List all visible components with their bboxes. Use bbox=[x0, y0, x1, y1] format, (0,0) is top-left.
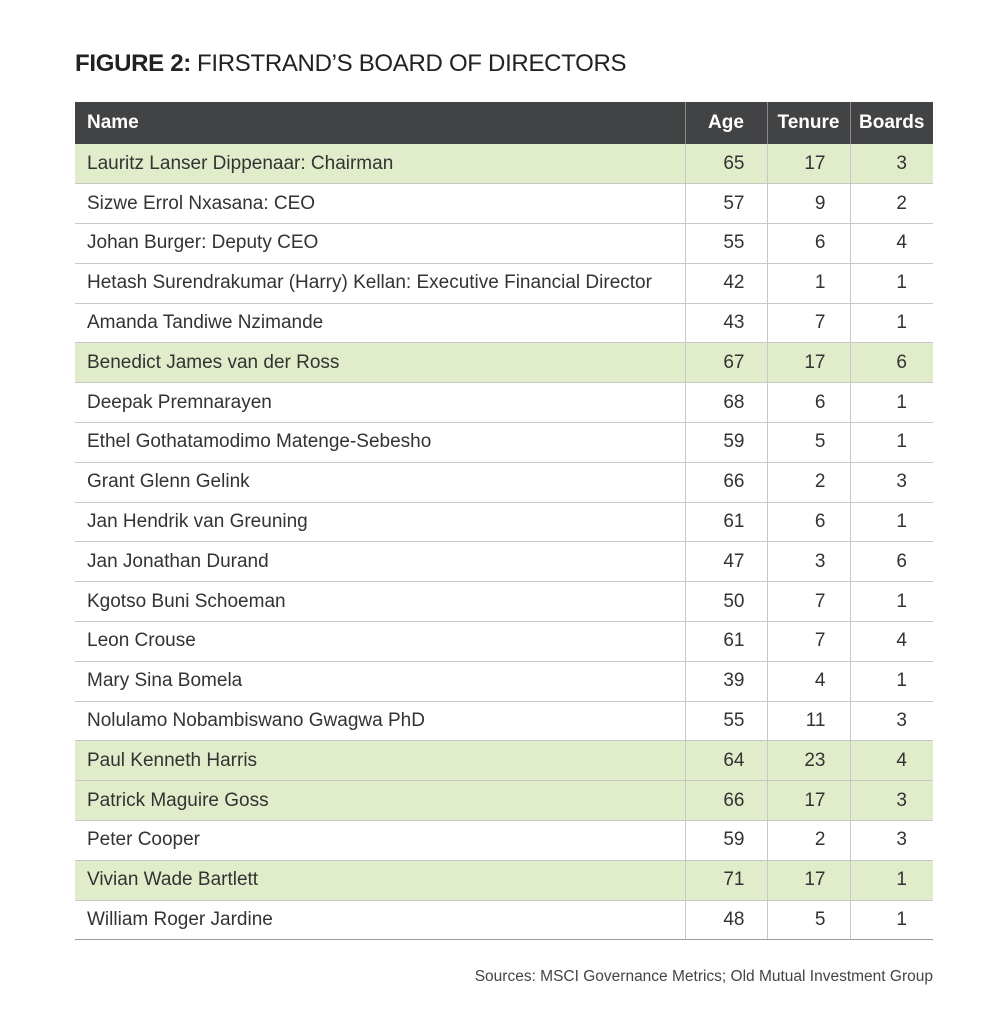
cell-boards: 2 bbox=[850, 184, 933, 224]
table-row bbox=[75, 502, 933, 542]
cell-boards: 1 bbox=[850, 263, 933, 303]
cell-boards: 6 bbox=[850, 343, 933, 383]
cell-age: 55 bbox=[685, 224, 767, 264]
column-header-boards: Boards bbox=[850, 102, 933, 144]
cell-boards: 6 bbox=[850, 542, 933, 582]
cell-tenure: 2 bbox=[767, 462, 850, 502]
figure-label: FIGURE 2: bbox=[75, 50, 191, 77]
cell-name: Benedict James van der Ross bbox=[75, 343, 685, 383]
cell-age: 65 bbox=[685, 144, 767, 184]
cell-age: 55 bbox=[685, 701, 767, 741]
cell-name: Hetash Surendrakumar (Harry) Kellan: Executive Financial Director bbox=[75, 263, 685, 303]
cell-tenure: 17 bbox=[767, 860, 850, 900]
cell-age: 43 bbox=[685, 303, 767, 343]
cell-boards: 1 bbox=[850, 303, 933, 343]
cell-tenure: 11 bbox=[767, 701, 850, 741]
cell-tenure: 6 bbox=[767, 383, 850, 423]
cell-boards: 4 bbox=[850, 622, 933, 662]
cell-boards: 1 bbox=[850, 661, 933, 701]
cell-age: 64 bbox=[685, 741, 767, 781]
table-header-row bbox=[75, 102, 933, 144]
cell-age: 68 bbox=[685, 383, 767, 423]
cell-age: 61 bbox=[685, 622, 767, 662]
cell-age: 42 bbox=[685, 263, 767, 303]
cell-age: 66 bbox=[685, 462, 767, 502]
table-row bbox=[75, 423, 933, 463]
cell-boards: 3 bbox=[850, 701, 933, 741]
cell-tenure: 7 bbox=[767, 622, 850, 662]
cell-age: 61 bbox=[685, 502, 767, 542]
cell-name: Paul Kenneth Harris bbox=[75, 741, 685, 781]
cell-boards: 3 bbox=[850, 462, 933, 502]
cell-boards: 4 bbox=[850, 741, 933, 781]
cell-boards: 1 bbox=[850, 860, 933, 900]
cell-name: Deepak Premnarayen bbox=[75, 383, 685, 423]
cell-age: 57 bbox=[685, 184, 767, 224]
cell-boards: 4 bbox=[850, 224, 933, 264]
cell-name: Sizwe Errol Nxasana: CEO bbox=[75, 184, 685, 224]
table-row bbox=[75, 661, 933, 701]
table-row bbox=[75, 303, 933, 343]
cell-name: Mary Sina Bomela bbox=[75, 661, 685, 701]
cell-boards: 3 bbox=[850, 144, 933, 184]
table-row bbox=[75, 343, 933, 383]
cell-boards: 3 bbox=[850, 781, 933, 821]
cell-name: Grant Glenn Gelink bbox=[75, 462, 685, 502]
cell-age: 50 bbox=[685, 582, 767, 622]
cell-age: 59 bbox=[685, 821, 767, 861]
cell-boards: 1 bbox=[850, 900, 933, 940]
cell-tenure: 6 bbox=[767, 502, 850, 542]
table-row bbox=[75, 900, 933, 940]
cell-name: Johan Burger: Deputy CEO bbox=[75, 224, 685, 264]
table-row bbox=[75, 383, 933, 423]
table-row bbox=[75, 542, 933, 582]
cell-name: Ethel Gothatamodimo Matenge-Sebesho bbox=[75, 423, 685, 463]
column-header-name: Name bbox=[75, 102, 685, 144]
cell-age: 67 bbox=[685, 343, 767, 383]
cell-tenure: 6 bbox=[767, 224, 850, 264]
cell-tenure: 17 bbox=[767, 144, 850, 184]
cell-boards: 1 bbox=[850, 423, 933, 463]
table-row bbox=[75, 144, 933, 184]
column-header-age: Age bbox=[685, 102, 767, 144]
cell-age: 47 bbox=[685, 542, 767, 582]
cell-tenure: 1 bbox=[767, 263, 850, 303]
cell-tenure: 4 bbox=[767, 661, 850, 701]
cell-tenure: 2 bbox=[767, 821, 850, 861]
table-row bbox=[75, 462, 933, 502]
cell-name: Vivian Wade Bartlett bbox=[75, 860, 685, 900]
cell-name: Jan Hendrik van Greuning bbox=[75, 502, 685, 542]
cell-age: 66 bbox=[685, 781, 767, 821]
cell-age: 59 bbox=[685, 423, 767, 463]
cell-tenure: 17 bbox=[767, 343, 850, 383]
figure-title-text: FIRSTRAND’S BOARD OF DIRECTORS bbox=[196, 50, 627, 77]
cell-name: Nolulamo Nobambiswano Gwagwa PhD bbox=[75, 701, 685, 741]
table-row bbox=[75, 582, 933, 622]
cell-name: Patrick Maguire Goss bbox=[75, 781, 685, 821]
table-row bbox=[75, 224, 933, 264]
cell-age: 48 bbox=[685, 900, 767, 940]
table-row bbox=[75, 821, 933, 861]
cell-age: 39 bbox=[685, 661, 767, 701]
cell-tenure: 7 bbox=[767, 582, 850, 622]
cell-tenure: 5 bbox=[767, 423, 850, 463]
cell-tenure: 17 bbox=[767, 781, 850, 821]
sources-note: Sources: MSCI Governance Metrics; Old Mutual Investment Group bbox=[474, 968, 933, 985]
column-header-tenure: Tenure bbox=[767, 102, 850, 144]
cell-name: Leon Crouse bbox=[75, 622, 685, 662]
cell-name: Lauritz Lanser Dippenaar: Chairman bbox=[75, 144, 685, 184]
figure-title bbox=[75, 50, 626, 78]
table-body bbox=[75, 144, 933, 940]
table-row bbox=[75, 781, 933, 821]
cell-name: Jan Jonathan Durand bbox=[75, 542, 685, 582]
cell-name: Kgotso Buni Schoeman bbox=[75, 582, 685, 622]
table-row bbox=[75, 741, 933, 781]
cell-age: 71 bbox=[685, 860, 767, 900]
table-row bbox=[75, 860, 933, 900]
table-row bbox=[75, 263, 933, 303]
cell-tenure: 7 bbox=[767, 303, 850, 343]
cell-tenure: 9 bbox=[767, 184, 850, 224]
table-row bbox=[75, 701, 933, 741]
cell-boards: 1 bbox=[850, 582, 933, 622]
table-row bbox=[75, 622, 933, 662]
cell-boards: 1 bbox=[850, 502, 933, 542]
table-row bbox=[75, 184, 933, 224]
cell-tenure: 5 bbox=[767, 900, 850, 940]
cell-name: Peter Cooper bbox=[75, 821, 685, 861]
board-of-directors-table bbox=[75, 102, 933, 940]
cell-name: Amanda Tandiwe Nzimande bbox=[75, 303, 685, 343]
cell-boards: 1 bbox=[850, 383, 933, 423]
cell-boards: 3 bbox=[850, 821, 933, 861]
cell-tenure: 3 bbox=[767, 542, 850, 582]
cell-tenure: 23 bbox=[767, 741, 850, 781]
cell-name: William Roger Jardine bbox=[75, 900, 685, 940]
